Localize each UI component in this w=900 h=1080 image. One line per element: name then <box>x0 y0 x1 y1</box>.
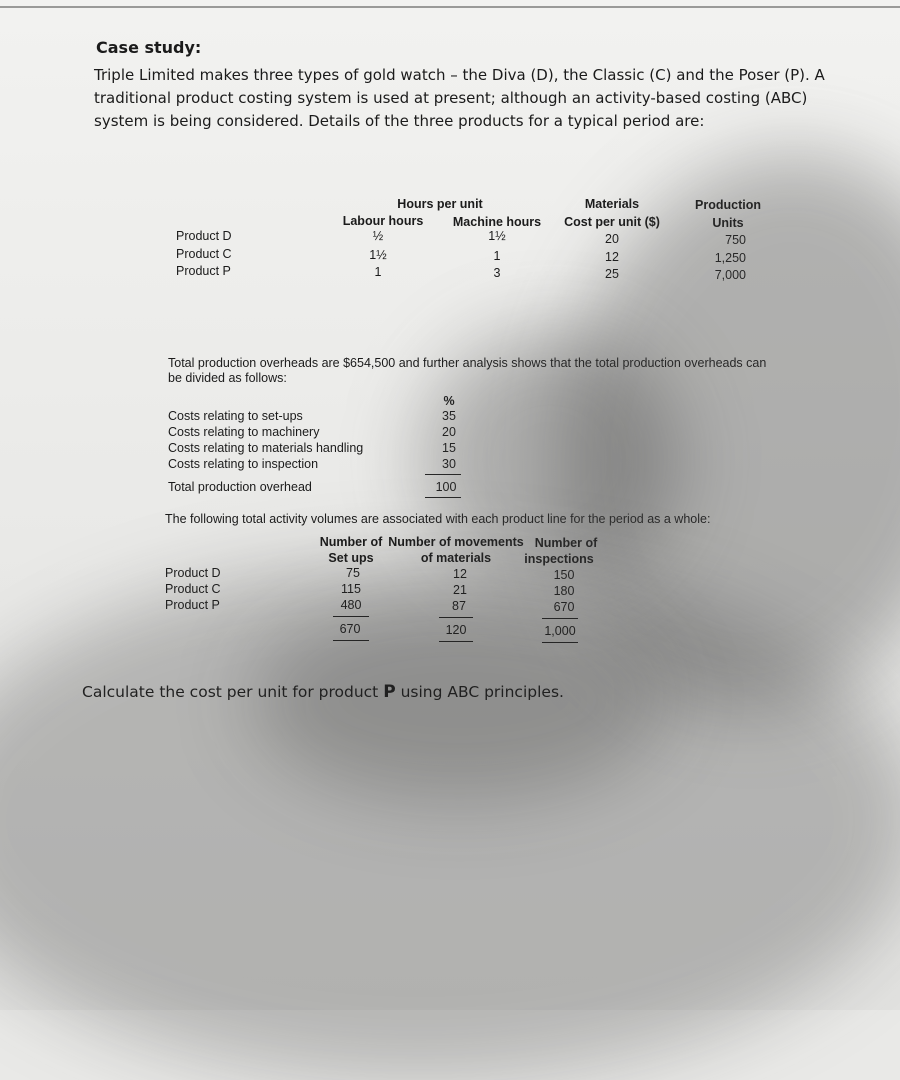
activity-row-label: Product C <box>165 582 221 596</box>
machine-cell: 1½ <box>488 229 506 243</box>
overhead-pct-cell: 15 <box>442 441 456 455</box>
question-text <box>82 682 564 702</box>
moves-header-line2: of materials <box>420 551 492 565</box>
inspections-header-line1: Number of <box>534 536 598 550</box>
inspections-header-line2: inspections <box>524 552 594 566</box>
inspections-total: 1,000 <box>544 624 576 638</box>
units-cell: 1,250 <box>714 251 746 265</box>
moves-header-line1: Number of movements <box>388 535 524 549</box>
machine-hours-header: Machine hours <box>452 215 542 229</box>
inspections-total-top-rule <box>542 618 578 619</box>
machine-cell: 1 <box>493 249 501 263</box>
overhead-row-label: Costs relating to set-ups <box>168 409 303 423</box>
inspections-cell: 150 <box>553 568 575 582</box>
overhead-row-label: Costs relating to inspection <box>168 457 319 471</box>
overhead-row-label: Costs relating to machinery <box>168 425 320 439</box>
cost-per-unit-header: Cost per unit ($) <box>564 215 660 229</box>
moves-cell: 21 <box>453 583 467 597</box>
labour-cell: 1½ <box>369 248 387 262</box>
inspections-total-bottom-rule <box>542 642 578 643</box>
labour-cell: 1 <box>374 265 382 279</box>
production-header: Production <box>695 198 761 212</box>
percent-header: % <box>443 394 455 408</box>
question-before: Calculate the cost per unit for product <box>82 683 384 701</box>
overhead-total-label: Total production overhead <box>168 480 312 494</box>
moves-total-top-rule <box>439 617 473 618</box>
units-cell: 750 <box>725 233 746 247</box>
overhead-paragraph: Total production overheads are $654,500 and further analysis shows that the total production overheads can be divided as follows: <box>168 356 767 385</box>
cost-cell: 25 <box>605 267 619 281</box>
setups-cell: 115 <box>341 582 361 596</box>
activity-row-label: Product D <box>165 566 221 580</box>
question-after: using ABC principles. <box>395 683 564 701</box>
inspections-cell: 670 <box>553 600 575 614</box>
units-header: Units <box>712 216 744 230</box>
inspections-cell: 180 <box>553 584 575 598</box>
moves-cell: 87 <box>452 599 466 613</box>
page-edge-line <box>0 6 900 8</box>
overhead-row-label: Costs relating to materials handling <box>168 441 364 455</box>
activity-paragraph: The following total activity volumes are associated with each product line for the period as a whole: <box>165 512 711 526</box>
setups-header-line2: Set ups <box>328 551 374 565</box>
product-row-label: Product D <box>176 229 232 243</box>
machine-cell: 3 <box>493 266 501 280</box>
total-top-rule <box>425 474 461 475</box>
cost-cell: 12 <box>605 250 619 264</box>
overhead-pct-cell: 20 <box>442 425 456 439</box>
activity-row-label: Product P <box>165 598 220 612</box>
intro-paragraph: Triple Limited makes three types of gold watch – the Diva (D), the Classic (C) and the Poser (P). A traditional product costing system is used at present; although an activity-based costing (ABC) system is being considered. Details of the three products for a typical period are: <box>94 66 825 130</box>
setups-total: 670 <box>339 622 361 636</box>
setups-cell: 480 <box>340 598 362 612</box>
case-study-title: Case study: <box>96 38 202 57</box>
moves-cell: 12 <box>453 567 467 581</box>
setups-total-top-rule <box>333 616 369 617</box>
materials-header: Materials <box>584 197 640 211</box>
units-cell: 7,000 <box>714 268 746 282</box>
setups-cell: 75 <box>346 566 360 580</box>
question-product: P <box>383 682 396 702</box>
setups-total-bottom-rule <box>333 640 369 641</box>
total-bottom-rule <box>425 497 461 498</box>
labour-hours-header: Labour hours <box>342 214 424 228</box>
product-row-label: Product C <box>176 247 232 261</box>
moves-total: 120 <box>445 623 467 637</box>
overhead-pct-cell: 30 <box>442 457 456 471</box>
overhead-total-pct: 100 <box>435 480 457 494</box>
setups-header-line1: Number of <box>319 535 383 549</box>
moves-total-bottom-rule <box>439 641 473 642</box>
labour-cell: ½ <box>372 229 384 243</box>
cost-cell: 20 <box>605 232 619 246</box>
hours-per-unit-header: Hours per unit <box>397 197 483 211</box>
overhead-pct-cell: 35 <box>442 409 456 423</box>
product-row-label: Product P <box>176 264 231 278</box>
